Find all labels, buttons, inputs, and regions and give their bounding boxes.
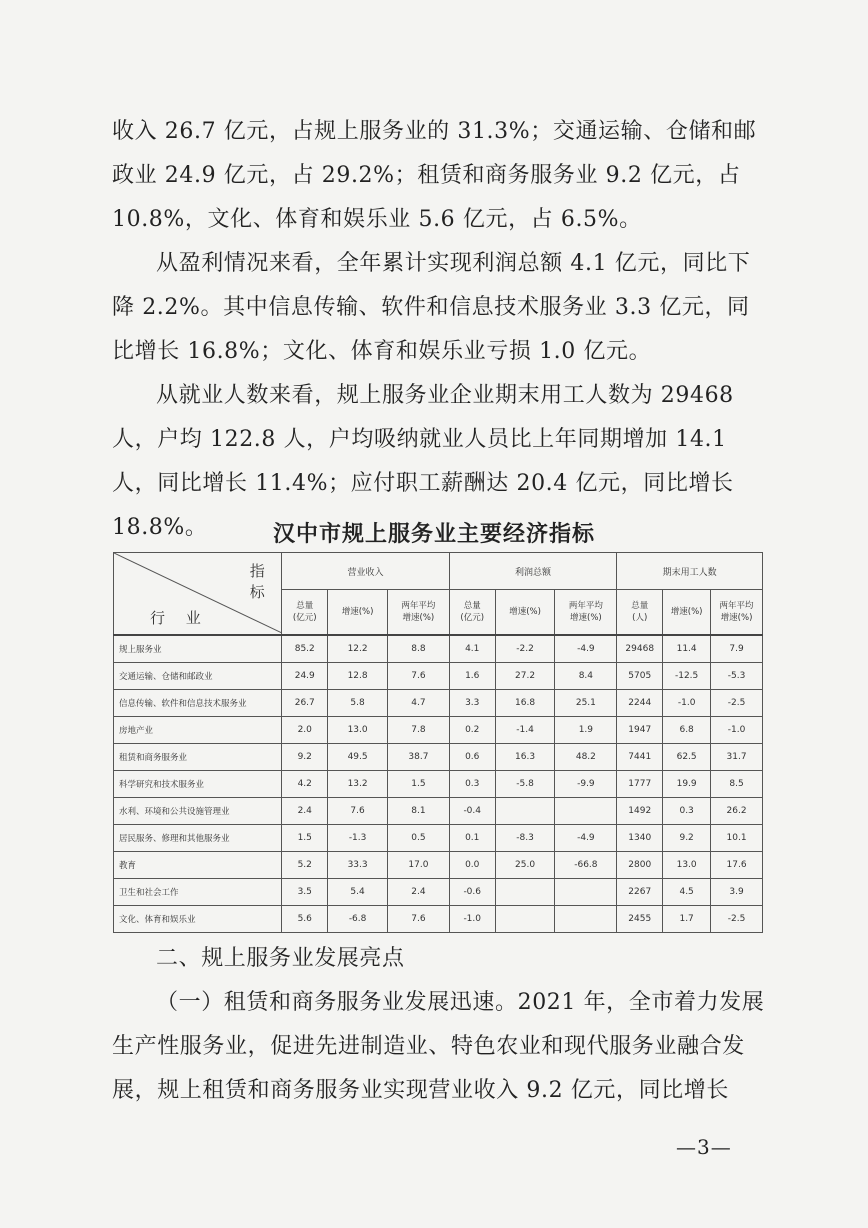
table-row	[114, 635, 763, 663]
value-cell: 85.2	[282, 635, 328, 663]
value-cell: 33.3	[328, 852, 388, 879]
table-row	[114, 798, 763, 825]
table-body	[114, 635, 763, 933]
value-cell: 24.9	[282, 663, 328, 690]
value-cell: -8.3	[495, 825, 555, 852]
value-cell: 0.6	[449, 744, 495, 771]
value-cell: 49.5	[328, 744, 388, 771]
value-cell: 12.2	[328, 635, 388, 663]
value-cell: 2.4	[282, 798, 328, 825]
subheader-cell: 增速(%)	[328, 590, 388, 636]
value-cell: -5.8	[495, 771, 555, 798]
value-cell: 0.2	[449, 717, 495, 744]
value-cell: 7.6	[388, 906, 450, 933]
value-cell: -6.8	[328, 906, 388, 933]
corner-label-indicator: 指标	[249, 562, 265, 601]
value-cell: 17.6	[711, 852, 763, 879]
table-row	[114, 771, 763, 798]
value-cell: 2267	[617, 879, 663, 906]
table-row	[114, 879, 763, 906]
value-cell: -4.9	[555, 825, 617, 852]
subheader-cell: 两年平均 增速(%)	[388, 590, 450, 636]
industry-name-cell: 卫生和社会工作	[114, 879, 282, 906]
value-cell: 25.1	[555, 690, 617, 717]
group-header-employees: 期末用工人数	[617, 553, 763, 590]
value-cell: -66.8	[555, 852, 617, 879]
value-cell: 2.0	[282, 717, 328, 744]
value-cell: 0.3	[449, 771, 495, 798]
value-cell: 25.0	[495, 852, 555, 879]
value-cell: 13.2	[328, 771, 388, 798]
value-cell: 48.2	[555, 744, 617, 771]
value-cell: 26.2	[711, 798, 763, 825]
industry-name-cell: 科学研究和技术服务业	[114, 771, 282, 798]
value-cell: 1.9	[555, 717, 617, 744]
value-cell: 1.6	[449, 663, 495, 690]
table-row	[114, 663, 763, 690]
value-cell: 1.5	[282, 825, 328, 852]
value-cell: 4.5	[663, 879, 711, 906]
value-cell: -9.9	[555, 771, 617, 798]
value-cell: 2.4	[388, 879, 450, 906]
industry-name-cell: 房地产业	[114, 717, 282, 744]
industry-name-cell: 文化、体育和娱乐业	[114, 906, 282, 933]
value-cell: 4.1	[449, 635, 495, 663]
value-cell: 3.3	[449, 690, 495, 717]
value-cell: 19.9	[663, 771, 711, 798]
value-cell	[495, 879, 555, 906]
value-cell: 0.5	[388, 825, 450, 852]
subheader-cell: 总量 (亿元)	[282, 590, 328, 636]
value-cell: 62.5	[663, 744, 711, 771]
table-corner-header	[114, 553, 282, 636]
value-cell: 2455	[617, 906, 663, 933]
industry-name-cell: 信息传输、软件和信息技术服务业	[114, 690, 282, 717]
industry-name-cell: 交通运输、仓储和邮政业	[114, 663, 282, 690]
indicators-table	[113, 552, 763, 933]
value-cell: 5.2	[282, 852, 328, 879]
subheader-cell: 增速(%)	[663, 590, 711, 636]
value-cell	[555, 906, 617, 933]
value-cell: 26.7	[282, 690, 328, 717]
subheader-cell: 两年平均 增速(%)	[711, 590, 763, 636]
value-cell: 9.2	[663, 825, 711, 852]
paragraph-leasing-highlight: （一）租赁和商务服务业发展迅速。2021 年，全市着力发展生产性服务业，促进先进制造业、特色农业和现代服务业融合发展，规上租赁和商务服务业实现营业收入 9.2 亿元，同比增长	[112, 990, 765, 1103]
paragraph-revenue-share: 收入 26.7 亿元，占规上服务业的 31.3%；交通运输、仓储和邮政业 24.9 亿元，占 29.2%；租赁和商务服务业 9.2 亿元，占 10.8%，文化、体育和娱乐业 5.6 亿元，占 6.5%。	[112, 119, 757, 232]
group-header-profit: 利润总额	[449, 553, 616, 590]
value-cell: 11.4	[663, 635, 711, 663]
value-cell: 5.4	[328, 879, 388, 906]
section-heading: 二、规上服务业发展亮点	[156, 946, 405, 971]
value-cell: 1.7	[663, 906, 711, 933]
subheader-cell: 两年平均 增速(%)	[555, 590, 617, 636]
group-header-revenue: 营业收入	[282, 553, 449, 590]
value-cell: -0.4	[449, 798, 495, 825]
value-cell: 7441	[617, 744, 663, 771]
value-cell: 1340	[617, 825, 663, 852]
value-cell: 1947	[617, 717, 663, 744]
value-cell: 16.3	[495, 744, 555, 771]
value-cell: 5.8	[328, 690, 388, 717]
paragraph-profit: 从盈利情况来看，全年累计实现利润总额 4.1 亿元，同比下降 2.2%。其中信息传输、软件和信息技术服务业 3.3 亿元，同比增长 16.8%；文化、体育和娱乐业亏损 1.0 亿元。	[112, 251, 751, 364]
industry-name-cell: 教育	[114, 852, 282, 879]
value-cell: 5.6	[282, 906, 328, 933]
value-cell: 0.0	[449, 852, 495, 879]
value-cell: -4.9	[555, 635, 617, 663]
industry-name-cell: 租赁和商务服务业	[114, 744, 282, 771]
page-number: —3—	[676, 1135, 732, 1159]
value-cell: 12.8	[328, 663, 388, 690]
value-cell: 0.1	[449, 825, 495, 852]
industry-name-cell: 居民服务、修理和其他服务业	[114, 825, 282, 852]
table-row	[114, 690, 763, 717]
value-cell: 7.9	[711, 635, 763, 663]
table-row	[114, 906, 763, 933]
value-cell: -2.5	[711, 906, 763, 933]
corner-label-industry: 行 业	[150, 609, 209, 627]
table-row	[114, 744, 763, 771]
value-cell: -1.3	[328, 825, 388, 852]
value-cell	[555, 798, 617, 825]
value-cell: 2244	[617, 690, 663, 717]
value-cell: -2.2	[495, 635, 555, 663]
value-cell: 13.0	[328, 717, 388, 744]
value-cell: 1492	[617, 798, 663, 825]
value-cell: 6.8	[663, 717, 711, 744]
value-cell: -1.0	[663, 690, 711, 717]
value-cell: -2.5	[711, 690, 763, 717]
value-cell: -12.5	[663, 663, 711, 690]
table-row	[114, 717, 763, 744]
value-cell: 8.8	[388, 635, 450, 663]
value-cell: 1777	[617, 771, 663, 798]
value-cell: 2800	[617, 852, 663, 879]
value-cell: 0.3	[663, 798, 711, 825]
value-cell: 27.2	[495, 663, 555, 690]
value-cell: -1.0	[449, 906, 495, 933]
table-title: 汉中市规上服务业主要经济指标	[272, 522, 595, 547]
subheader-cell: 总量 (人)	[617, 590, 663, 636]
value-cell: 5705	[617, 663, 663, 690]
value-cell	[555, 879, 617, 906]
value-cell: 16.8	[495, 690, 555, 717]
paragraph-employment: 从就业人数来看，规上服务业企业期末用工人数为 29468 人，户均 122.8 人，户均吸纳就业人员比上年同期增加 14.1 人，同比增长 11.4%；应付职工薪酬达 20.4 亿元，同比增长 18.8%。	[112, 383, 734, 540]
value-cell: 4.7	[388, 690, 450, 717]
value-cell: 7.6	[328, 798, 388, 825]
value-cell: 29468	[617, 635, 663, 663]
value-cell: 9.2	[282, 744, 328, 771]
subheader-cell: 增速(%)	[495, 590, 555, 636]
value-cell: 17.0	[388, 852, 450, 879]
value-cell: 3.9	[711, 879, 763, 906]
industry-name-cell: 规上服务业	[114, 635, 282, 663]
value-cell: -1.0	[711, 717, 763, 744]
value-cell	[495, 906, 555, 933]
value-cell: 8.4	[555, 663, 617, 690]
industry-name-cell: 水利、环境和公共设施管理业	[114, 798, 282, 825]
table-row	[114, 852, 763, 879]
value-cell: 8.5	[711, 771, 763, 798]
value-cell: 7.8	[388, 717, 450, 744]
value-cell: 8.1	[388, 798, 450, 825]
value-cell	[495, 798, 555, 825]
value-cell: -0.6	[449, 879, 495, 906]
value-cell: 3.5	[282, 879, 328, 906]
value-cell: 4.2	[282, 771, 328, 798]
value-cell: 13.0	[663, 852, 711, 879]
subheader-cell: 总量 (亿元)	[449, 590, 495, 636]
value-cell: 10.1	[711, 825, 763, 852]
value-cell: -5.3	[711, 663, 763, 690]
value-cell: 1.5	[388, 771, 450, 798]
value-cell: 7.6	[388, 663, 450, 690]
value-cell: -1.4	[495, 717, 555, 744]
value-cell: 38.7	[388, 744, 450, 771]
table-row	[114, 825, 763, 852]
value-cell: 31.7	[711, 744, 763, 771]
